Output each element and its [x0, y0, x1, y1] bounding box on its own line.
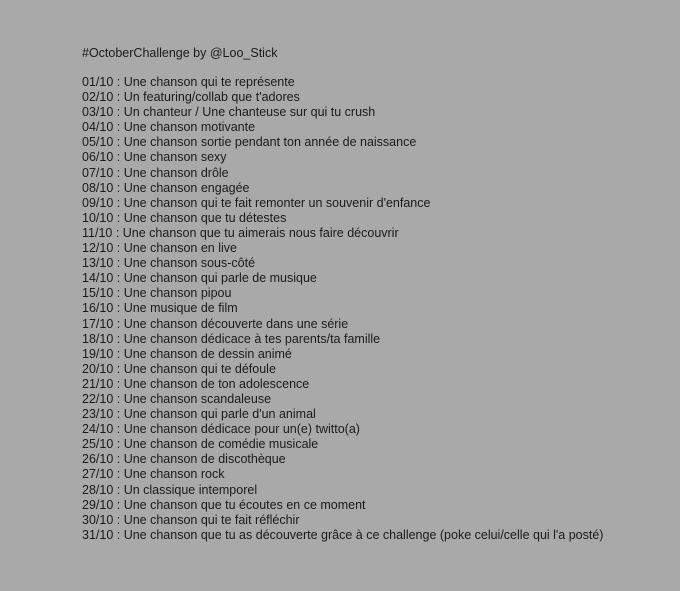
- list-item: 22/10 : Une chanson scandaleuse: [82, 391, 272, 406]
- list-item: 07/10 : Une chanson drôle: [82, 165, 229, 180]
- document-title: #OctoberChallenge by @Loo_Stick: [82, 46, 278, 60]
- list-item: 17/10 : Une chanson découverte dans une série: [82, 316, 349, 331]
- list-item: 27/10 : Une chanson rock: [82, 467, 225, 482]
- list-item: 21/10 : Une chanson de ton adolescence: [82, 376, 310, 391]
- list-item: 30/10 : Une chanson qui te fait réfléchir: [82, 512, 300, 527]
- list-item: 01/10 : Une chanson qui te représente: [82, 75, 295, 89]
- challenge-list: [82, 75, 672, 543]
- list-item: 25/10 : Une chanson de comédie musicale: [82, 437, 319, 452]
- list-item: 19/10 : Une chanson de dessin animé: [82, 346, 292, 361]
- list-item: 04/10 : Une chanson motivante: [82, 120, 256, 135]
- list-item: 08/10 : Une chanson engagée: [82, 180, 250, 195]
- list-item: 14/10 : Une chanson qui parle de musique: [82, 271, 317, 286]
- list-item: 09/10 : Une chanson qui te fait remonter un souvenir d'enfance: [82, 195, 431, 210]
- list-item: 11/10 : Une chanson que tu aimerais nous faire découvrir: [82, 225, 399, 240]
- list-item: 15/10 : Une chanson pipou: [82, 286, 232, 301]
- list-item: 06/10 : Une chanson sexy: [82, 150, 227, 165]
- list-item: 12/10 : Une chanson en live: [82, 241, 237, 256]
- list-item: 23/10 : Une chanson qui parle d'un animal: [82, 407, 316, 422]
- list-item: 16/10 : Une musique de film: [82, 301, 238, 316]
- list-item: 20/10 : Une chanson qui te défoule: [82, 361, 276, 376]
- challenge-document: [82, 45, 672, 543]
- list-item: 02/10 : Un featuring/collab que t'adores: [82, 90, 300, 105]
- list-item: 10/10 : Une chanson que tu détestes: [82, 210, 287, 225]
- list-item: 05/10 : Une chanson sortie pendant ton année de naissance: [82, 135, 417, 150]
- list-item: 31/10 : Une chanson que tu as découverte grâce à ce challenge (poke celui/celle qui l'a posté): [82, 527, 604, 542]
- list-item: 03/10 : Un chanteur / Une chanteuse sur qui tu crush: [82, 105, 376, 120]
- list-item: 28/10 : Un classique intemporel: [82, 482, 258, 497]
- list-item: 24/10 : Une chanson dédicace pour un(e) twitto(a): [82, 422, 360, 437]
- list-item: 29/10 : Une chanson que tu écoutes en ce moment: [82, 497, 366, 512]
- list-item: 18/10 : Une chanson dédicace à tes parents/ta famille: [82, 331, 381, 346]
- list-item: 26/10 : Une chanson de discothèque: [82, 452, 286, 467]
- list-item: 13/10 : Une chanson sous-côté: [82, 256, 256, 271]
